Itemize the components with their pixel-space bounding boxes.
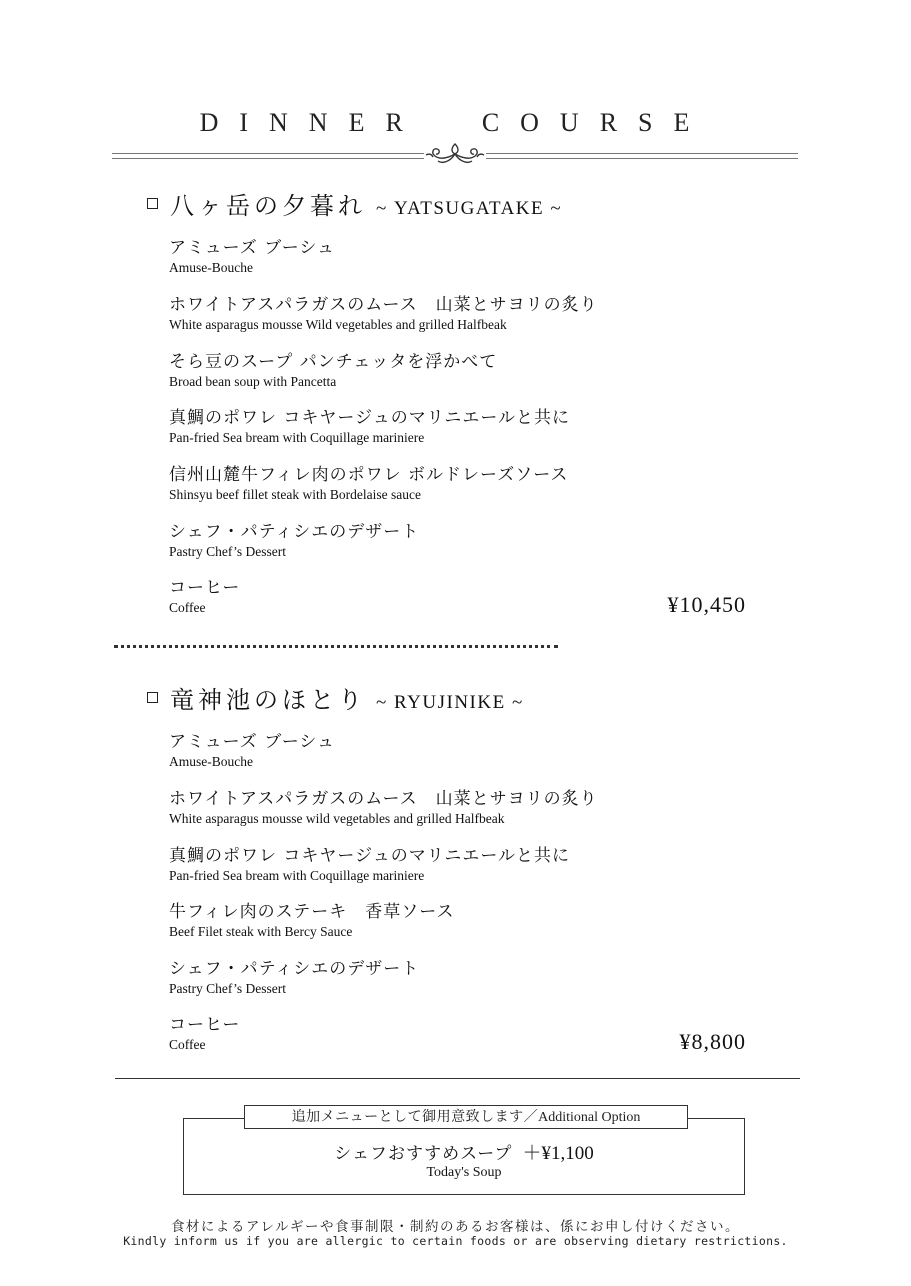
- menu-item-jp: 真鯛のポワレ コキヤージュのマリニエールと共に: [169, 408, 571, 428]
- course-title-ryujinike: [147, 680, 524, 715]
- option-item-jp: シェフおすすめスープ: [334, 1144, 513, 1164]
- course-price: ¥10,450: [667, 592, 746, 617]
- menu-item: [169, 577, 240, 617]
- menu-item-jp: ホワイトアスパラガスのムース 山菜とサヨリの炙り: [169, 789, 598, 809]
- menu-item-en: White asparagus mousse wild vegetables and grilled Halfbeak: [169, 811, 505, 826]
- title-word-dinner: DINNER: [199, 108, 424, 137]
- menu-item-jp: 信州山麓牛フィレ肉のポワレ ボルドレーズソース: [169, 465, 569, 485]
- menu-item: [169, 237, 335, 277]
- menu-item: [169, 464, 568, 504]
- menu-item-en: Coffee: [169, 1037, 206, 1052]
- menu-item-jp: コーヒー: [169, 578, 241, 598]
- menu-item-en: Amuse-Bouche: [169, 754, 253, 769]
- checkbox-square-icon: [147, 198, 158, 209]
- menu-item: [169, 788, 598, 828]
- menu-item-en: Coffee: [169, 600, 206, 615]
- menu-item-jp: シェフ・パティシエのデザート: [169, 522, 420, 542]
- menu-item: [169, 731, 335, 771]
- menu-item-jp: そら豆のスープ パンチェッタを浮かべて: [169, 352, 498, 372]
- option-item-en: Today's Soup: [426, 1165, 502, 1180]
- page-title: [110, 108, 800, 138]
- menu-item: [169, 845, 570, 885]
- menu-item: [169, 407, 570, 447]
- menu-item-en: White asparagus mousse Wild vegetables and grilled Halfbeak: [169, 317, 507, 332]
- menu-item-jp: 真鯛のポワレ コキヤージュのマリニエールと共に: [169, 846, 571, 866]
- allergy-notice-jp: 食材によるアレルギーや食事制限・制約のあるお客様は、係にお申し付けください。: [170, 1219, 741, 1235]
- menu-item-en: Pastry Chef’s Dessert: [169, 544, 286, 559]
- menu-item-jp: アミューズ ブーシュ: [169, 238, 336, 258]
- option-label-jp: 追加メニューとして御用意致します／: [291, 1109, 539, 1125]
- menu-item-jp: ホワイトアスパラガスのムース 山菜とサヨリの炙り: [169, 295, 598, 315]
- section-divider-rule: [115, 1078, 800, 1079]
- course-title-yatsugatake: [147, 186, 562, 221]
- menu-item: [169, 521, 419, 561]
- menu-item-jp: アミューズ ブーシュ: [169, 732, 336, 752]
- menu-item-en: Shinsyu beef fillet steak with Bordelaise sauce: [169, 487, 421, 502]
- menu-item-jp: シェフ・パティシエのデザート: [169, 959, 420, 979]
- option-item-price: ＋¥1,100: [522, 1143, 594, 1164]
- menu-item-en: Pastry Chef’s Dessert: [169, 981, 286, 996]
- menu-item-en: Broad bean soup with Pancetta: [169, 374, 337, 389]
- menu-item-jp: コーヒー: [169, 1015, 241, 1035]
- allergy-notice-en: Kindly inform us if you are allergic to certain foods or are observing dietary restrictions.: [123, 1234, 788, 1248]
- menu-item: [169, 901, 454, 941]
- menu-item-en: Amuse-Bouche: [169, 260, 253, 275]
- option-label-en: Additional Option: [538, 1110, 641, 1125]
- checkbox-square-icon: [147, 692, 158, 703]
- course-name-en: ~ YATSUGATAKE ~: [376, 198, 563, 219]
- section-divider-dotted: [114, 645, 558, 648]
- additional-option-label: [244, 1105, 688, 1129]
- scroll-ornament-icon: [424, 138, 486, 168]
- course-name-jp: 竜神池のほとり: [170, 686, 366, 714]
- course-price: ¥8,800: [679, 1029, 746, 1054]
- menu-item-en: Pan-fried Sea bream with Coquillage mariniere: [169, 868, 425, 883]
- option-item: [183, 1138, 745, 1165]
- menu-item: [169, 1014, 240, 1054]
- menu-item: [169, 294, 598, 334]
- menu-item-en: Beef Filet steak with Bercy Sauce: [169, 924, 353, 939]
- menu-item-en: Pan-fried Sea bream with Coquillage mariniere: [169, 430, 425, 445]
- course-name-jp: 八ヶ岳の夕暮れ: [170, 192, 366, 220]
- menu-item-jp: 牛フィレ肉のステーキ 香草ソース: [169, 902, 455, 922]
- menu-item: [169, 958, 419, 998]
- menu-item: [169, 351, 497, 391]
- title-word-course: COURSE: [481, 108, 711, 137]
- course-name-en: ~ RYUJINIKE ~: [376, 692, 524, 713]
